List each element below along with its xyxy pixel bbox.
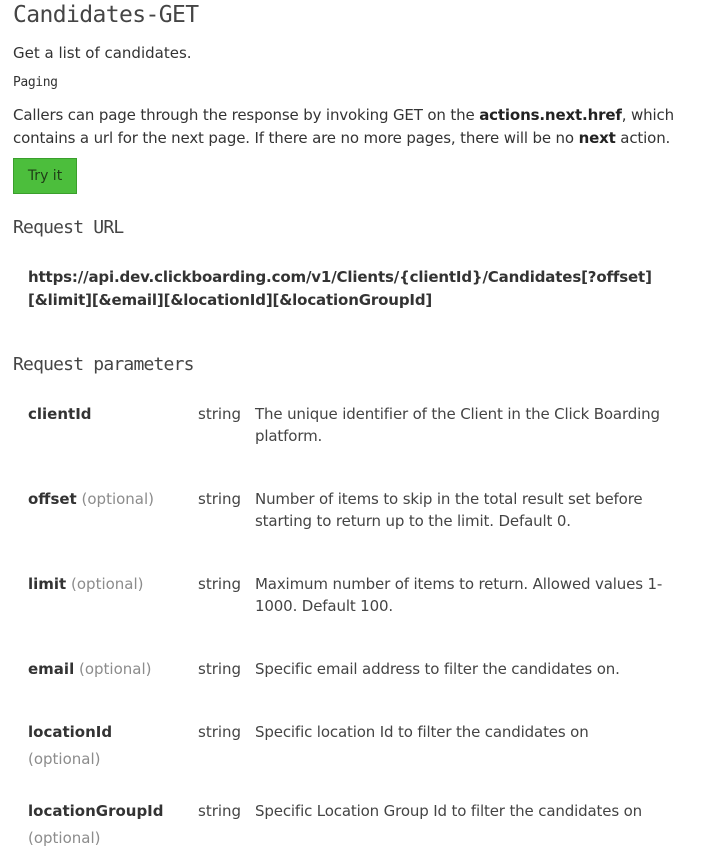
page-title: Candidates-GET [13,2,199,28]
param-type: string [198,660,242,678]
request-parameters-heading: Request parameters [13,354,194,375]
description-text: , which contains a url for the next page. If there are no more pages, there will be no [13,106,674,147]
param-optional-tag: (optional) [81,490,155,508]
paging-description [13,104,693,150]
param-description: Specific email address to filter the candidates on. [255,660,620,678]
param-name-cell [28,571,193,598]
try-it-button[interactable]: Try it [13,158,77,194]
param-description: Specific Location Group Id to filter the candidates on [255,802,643,820]
param-description: The unique identifier of the Client in the Click Boarding platform. [255,405,660,445]
request-url-text: https://api.dev.clickboarding.com/v1/Clients/{clientId}/Candidates[?offset][&limit][&email][&locationId][&locationGroupId] [28,268,652,309]
request-url-heading: Request URL [13,217,124,238]
param-name: locationGroupId [28,802,164,820]
param-description: Specific location Id to filter the candidates on [255,723,589,741]
param-name-cell [28,486,193,513]
param-name-cell [28,656,193,683]
param-name: limit [28,575,67,593]
paging-label: Paging [13,75,58,90]
param-name-cell [28,798,193,852]
param-optional-tag: (optional) [71,575,144,593]
param-optional-tag: (optional) [28,829,101,847]
param-optional-tag: (optional) [79,660,152,678]
param-type: string [198,405,242,423]
description-code-next: next [578,129,616,147]
param-optional-tag: (optional) [28,750,101,768]
param-name-cell [28,401,193,428]
param-name: offset [28,490,77,508]
param-name: clientId [28,405,92,423]
param-type: string [198,723,242,741]
request-url [28,266,688,312]
operation-summary: Get a list of candidates. [13,44,192,62]
param-name-cell [28,719,193,773]
param-type: string [198,802,242,820]
param-name: locationId [28,723,113,741]
description-code-next-href: actions.next.href [479,106,622,124]
param-name: email [28,660,75,678]
param-type: string [198,490,242,508]
description-text: Callers can page through the response by invoking GET on the [13,106,480,124]
param-description: Maximum number of items to return. Allowed values 1-1000. Default 100. [255,575,663,615]
param-type: string [198,575,242,593]
param-description: Number of items to skip in the total result set before starting to return up to the limit. Default 0. [255,490,643,530]
description-text: action. [615,129,671,147]
